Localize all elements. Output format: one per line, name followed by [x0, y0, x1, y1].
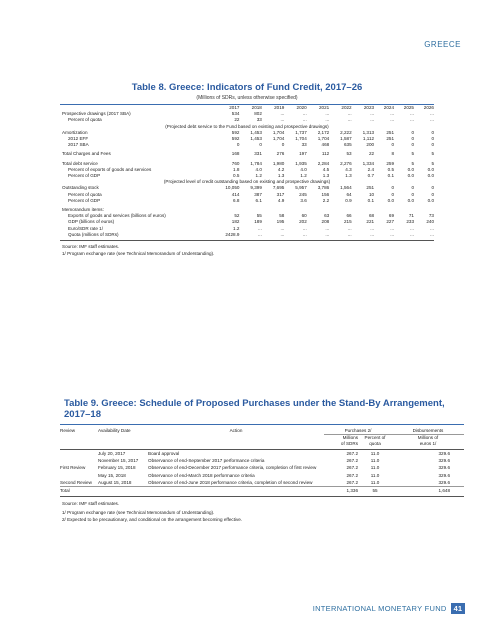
cell-value: 227	[386, 219, 395, 225]
cell-value: 4.9	[277, 197, 285, 203]
cell-value: 5	[431, 160, 434, 166]
cell-quota: 11.0	[370, 451, 380, 456]
cell-value: 0.9	[345, 197, 352, 203]
cell-value: 0	[411, 191, 414, 197]
cell-value: ...	[347, 231, 352, 237]
cell-value: 215	[343, 219, 352, 225]
table-9-footnote-2: 2/ Expected to be precautionary, and conditional on the arrangement becoming effective.	[62, 517, 243, 523]
cell-value: 64	[346, 191, 352, 197]
cell-value: 52	[234, 213, 240, 219]
table-8	[60, 82, 434, 257]
cell-value: 251	[366, 185, 375, 191]
cell-value: 22	[368, 151, 375, 157]
cell-value: 68	[368, 213, 375, 219]
cell-value: 0.5	[233, 173, 240, 179]
cell-value: 156	[321, 191, 330, 197]
cell-value: 5	[431, 151, 434, 157]
cell-value: 1.2	[300, 173, 307, 179]
cell-value: 2,276	[340, 160, 352, 166]
cell-value: 1,704	[317, 136, 330, 142]
cell-value: 0	[281, 142, 285, 148]
cell-value: 592	[231, 136, 240, 142]
cell-value: ...	[325, 231, 330, 237]
cell-value: ...	[280, 225, 285, 231]
cell-value: 2,172	[317, 129, 330, 135]
cell-value: 317	[276, 191, 285, 197]
cell-value: 0	[411, 185, 414, 191]
cell-value: 0.1	[387, 173, 395, 179]
cell-value: 0	[411, 129, 414, 135]
row-label: Percent of GDP	[68, 197, 101, 203]
cell-value: 802	[254, 111, 262, 117]
cell-eur: 329.6	[438, 472, 450, 478]
cell-value: 1.2	[255, 173, 262, 179]
cell-value: 6.8	[233, 197, 240, 203]
cell-value: 189	[254, 219, 262, 225]
table-8-subtitle: (Millions of SDRs, unless otherwise specified)	[196, 95, 298, 101]
section-note: (Projected debt service to the Fund based on existing and prospective drawings)	[165, 123, 329, 129]
cell-value: 2,222	[340, 129, 352, 135]
cell-value: 200	[366, 142, 375, 148]
cell-value: 0	[431, 185, 434, 191]
page-footer	[313, 603, 465, 614]
table-row	[60, 457, 464, 464]
cell-value: ...	[280, 231, 285, 237]
table-8-grid	[60, 105, 434, 238]
cell-value: ...	[302, 231, 307, 237]
cell-value: 1,704	[272, 136, 285, 142]
row-label: Outstanding stock	[62, 185, 99, 191]
cell-quota: 11.0	[370, 472, 380, 478]
cell-value: 0	[431, 142, 434, 148]
cell-value: ...	[390, 117, 395, 123]
cell-value: 592	[231, 129, 240, 135]
running-header-country: GREECE	[424, 40, 461, 49]
cell-value: 1.3	[345, 173, 352, 179]
row-label: Percent of GDP	[68, 173, 101, 179]
header-of-sdrs: of SDRs	[340, 441, 358, 446]
cell-value: 5	[411, 151, 414, 157]
cell-value: 208	[321, 219, 330, 225]
cell-value: 69	[388, 213, 395, 219]
cell-value: 10,050	[225, 185, 240, 191]
row-label: 2017 SBA	[68, 142, 89, 148]
cell-review	[60, 472, 98, 479]
cell-value: 1,784	[250, 160, 262, 166]
year-header: 2018	[251, 105, 262, 110]
table-row	[60, 472, 464, 479]
cell-value: 1,313	[362, 129, 375, 135]
cell-review: First Review	[60, 465, 86, 471]
cell-value: 1.2	[233, 225, 240, 231]
cell-value: 0	[391, 185, 395, 191]
year-header: 2022	[341, 105, 352, 110]
cell-value: 71	[408, 213, 414, 219]
cell-value: 55	[256, 213, 262, 219]
cell-value: 0.0	[407, 166, 414, 172]
cell-value: 22	[234, 117, 240, 123]
header-millions-sdr: Millions	[342, 435, 358, 440]
cell-value: 331	[254, 151, 262, 157]
cell-value: ...	[258, 225, 262, 231]
total-quota: 55	[372, 488, 378, 494]
cell-value: 1.3	[322, 173, 330, 179]
table-row	[60, 464, 464, 471]
cell-value: ...	[430, 225, 434, 231]
cell-value: 2428.9	[225, 231, 240, 237]
table-row	[60, 232, 434, 238]
cell-value: 1,587	[340, 136, 352, 142]
cell-value: 387	[254, 191, 262, 197]
header-quota: quota	[369, 441, 381, 446]
cell-value: 58	[279, 213, 285, 219]
cell-date: November 15, 2017	[98, 458, 139, 464]
cell-value: 53	[346, 151, 352, 157]
cell-action: Observance of end-March 2018 performance criteria	[148, 472, 255, 478]
cell-action: Observance of end-September 2017 performance criteria	[148, 458, 265, 464]
cell-value: 1.3	[277, 173, 285, 179]
cell-value: ...	[302, 111, 307, 117]
year-header: 2021	[318, 105, 330, 110]
cell-value: 1,737	[295, 129, 307, 135]
cell-value: ...	[370, 231, 375, 237]
header-percent-quota: Percent of	[364, 435, 386, 440]
row-label: Percent of quota	[68, 117, 102, 123]
cell-value: 1,980	[272, 160, 285, 166]
cell-value: 251	[386, 136, 395, 142]
cell-value: ...	[430, 111, 434, 117]
cell-value: 414	[231, 191, 240, 197]
cell-value: 0.0	[427, 173, 434, 179]
cell-value: 1,112	[362, 136, 375, 142]
cell-sdr: 267.2	[346, 458, 358, 464]
header-availability-date: Availability Date	[98, 428, 131, 433]
cell-value: ...	[302, 117, 307, 123]
header-action: Action	[229, 428, 243, 433]
cell-value: ...	[347, 117, 352, 123]
cell-value: 468	[321, 142, 330, 148]
cell-value: 66	[346, 213, 352, 219]
cell-value: ...	[410, 225, 414, 231]
cell-value: 2.2	[322, 197, 330, 203]
cell-value: 0.0	[407, 197, 414, 203]
cell-value: 7,695	[272, 185, 285, 191]
row-label: Prospective drawings (2017 SBA)	[62, 111, 131, 117]
cell-action: Observance of end-December 2017 performance criteria, completion of first review	[148, 465, 317, 471]
row-label: Exports of goods and services (billions of euros)	[68, 213, 166, 219]
cell-value: 5,957	[295, 185, 307, 191]
table-8-source: Source: IMF staff estimates.	[62, 244, 120, 250]
cell-quota: 11.0	[370, 465, 380, 471]
cell-value: 0	[259, 142, 262, 148]
year-header: 2025	[403, 105, 414, 110]
section-note: (Projected level of credit outstanding based on existing and prospective drawings)	[163, 179, 331, 185]
cell-value: 182	[231, 219, 240, 225]
cell-date: August 15, 2018	[98, 479, 132, 485]
cell-value: 1,704	[272, 129, 285, 135]
cell-value: 33	[256, 117, 262, 123]
row-label: Total debt service	[62, 160, 98, 166]
cell-sdr: 267.2	[346, 479, 358, 485]
header-review: Review	[60, 428, 76, 433]
header-millions-euros: Millions of	[417, 435, 439, 440]
cell-quota: 11.0	[370, 479, 380, 485]
cell-value: 1,935	[295, 160, 307, 166]
total-eur: 1,648	[438, 488, 450, 494]
table-9-total-row	[60, 487, 464, 494]
cell-value: ...	[325, 225, 330, 231]
header-disbursements: Disbursements	[412, 428, 444, 433]
cell-value: 0.0	[427, 197, 434, 203]
cell-value: 8	[391, 151, 395, 157]
cell-value: 168	[231, 151, 240, 157]
cell-value: 1,564	[340, 185, 352, 191]
cell-value: 2.4	[367, 166, 375, 172]
row-label: GDP (billions of euros)	[68, 219, 115, 225]
cell-value: 251	[386, 129, 395, 135]
cell-value: 221	[366, 219, 375, 225]
cell-review: Second Review	[60, 479, 92, 485]
cell-value: 0	[236, 142, 240, 148]
row-label: Quota (millions of SDRs)	[68, 231, 119, 237]
cell-value: 4.0	[300, 166, 307, 172]
cell-value: 3,786	[317, 185, 330, 191]
cell-value: 1.8	[233, 166, 240, 172]
table-row	[60, 479, 464, 486]
cell-eur: 329.6	[438, 451, 450, 456]
cell-value: ...	[280, 111, 285, 117]
cell-value: 60	[301, 213, 307, 219]
cell-value: 245	[299, 191, 307, 197]
cell-value: 635	[343, 142, 352, 148]
table-9	[60, 398, 464, 523]
cell-value: ...	[370, 111, 375, 117]
cell-value: ...	[390, 231, 395, 237]
row-label: Euro/SDR rate 1/	[68, 225, 103, 231]
cell-value: ...	[347, 225, 352, 231]
cell-value: ...	[430, 117, 434, 123]
cell-value: ...	[370, 117, 375, 123]
cell-sdr: 267.2	[346, 472, 358, 478]
table-8-title: Table 8. Greece: Indicators of Fund Credit, 2017–26	[131, 82, 363, 93]
year-header: 2019	[274, 105, 285, 110]
cell-value: 73	[428, 213, 434, 219]
cell-sdr: 267.2	[346, 465, 358, 471]
cell-value: 760	[231, 160, 240, 166]
cell-value: 2,284	[317, 160, 330, 166]
row-label: 2012 EFF	[68, 136, 89, 142]
table-9-title: Table 9. Greece: Schedule of Proposed Purchases under the Stand-By Arrangement, 2017–18	[64, 398, 445, 420]
cell-value: 1,334	[362, 160, 375, 166]
table-8-body	[60, 111, 434, 238]
cell-value: 1,704	[295, 136, 307, 142]
cell-quota: 11.0	[370, 458, 380, 464]
year-header: 2026	[423, 105, 434, 110]
row-label: Percent of quota	[68, 191, 102, 197]
cell-value: 63	[324, 213, 330, 219]
cell-value: 6.1	[255, 197, 262, 203]
page-number: 41	[451, 603, 465, 614]
cell-value: 197	[299, 151, 307, 157]
cell-value: 233	[406, 219, 414, 225]
cell-value: 0.0	[407, 173, 414, 179]
cell-value: ...	[258, 231, 262, 237]
cell-value: 33	[301, 142, 307, 148]
cell-value: ...	[370, 225, 375, 231]
year-header: 2017	[229, 105, 240, 110]
cell-value: 112	[321, 151, 330, 157]
cell-value: ...	[325, 117, 330, 123]
total-sdr: 1,336	[346, 488, 358, 494]
cell-value: 0.5	[387, 166, 395, 172]
cell-value: 5	[411, 160, 414, 166]
cell-date: February 15, 2018	[98, 465, 136, 471]
cell-value: ...	[410, 231, 414, 237]
cell-review	[60, 457, 98, 464]
cell-value: 0	[411, 136, 414, 142]
cell-value: ...	[410, 117, 414, 123]
cell-value: 3.6	[300, 197, 307, 203]
table-8-footnote: 1/ Program exchange rate (see Technical Memorandum of Understanding).	[62, 251, 215, 257]
cell-value: 195	[276, 219, 285, 225]
cell-value: 1,453	[250, 129, 262, 135]
cell-eur: 329.6	[438, 458, 450, 464]
cell-value: ...	[410, 111, 414, 117]
table-9-source: Source: IMF staff estimates.	[62, 501, 120, 507]
row-label: Amortization	[62, 129, 88, 135]
cell-value: 4.5	[322, 166, 330, 172]
cell-value: 259	[386, 160, 395, 166]
cell-value: 0	[431, 129, 434, 135]
cell-value: 202	[299, 219, 307, 225]
row-label: Total Charges and Fees	[62, 151, 111, 157]
cell-value: 0	[411, 142, 414, 148]
cell-value: 276	[276, 151, 285, 157]
cell-value: ...	[430, 231, 434, 237]
header-purchases: Purchases 2/	[344, 428, 372, 433]
cell-value: 0.7	[367, 173, 375, 179]
cell-date: July 20, 2017	[98, 451, 126, 456]
cell-eur: 329.6	[438, 465, 450, 471]
table-9-body	[60, 450, 464, 486]
year-header: 2020	[296, 105, 307, 110]
cell-value: 0	[431, 136, 434, 142]
cell-value: 0.0	[427, 166, 434, 172]
row-label: Memorandum items:	[62, 207, 104, 213]
cell-value: 4.0	[255, 166, 262, 172]
cell-value: 0.1	[367, 197, 375, 203]
cell-value: 4.2	[277, 166, 285, 172]
cell-value: 0	[391, 142, 395, 148]
cell-value: 10	[368, 191, 375, 197]
year-header: 2024	[383, 105, 395, 110]
total-label: Total	[60, 488, 70, 494]
cell-value: ...	[302, 225, 307, 231]
cell-action: Observance of end-June 2018 performance criteria, completion of second review	[148, 479, 313, 485]
year-header: 2023	[363, 105, 375, 110]
cell-value: 9,399	[250, 185, 262, 191]
cell-value: 0	[391, 191, 395, 197]
cell-value: 534	[231, 111, 240, 117]
cell-value: ...	[280, 117, 285, 123]
cell-value: 0.0	[387, 197, 395, 203]
cell-sdr: 267.2	[346, 451, 358, 456]
header-euros-1: euros 1/	[419, 441, 437, 446]
row-label: Percent of exports of goods and services	[68, 166, 152, 172]
cell-value: 0	[431, 191, 434, 197]
cell-value: ...	[390, 225, 395, 231]
cell-value: 1,453	[250, 136, 262, 142]
table-9-footnote-1: 1/ Program exchange rate (see Technical Memorandum of Understanding).	[62, 510, 215, 516]
table-9-grid	[60, 428, 464, 494]
cell-eur: 329.6	[438, 479, 450, 485]
cell-value: ...	[347, 111, 352, 117]
cell-action: Board approval	[148, 451, 180, 456]
table-row	[60, 450, 464, 457]
cell-value: ...	[325, 111, 330, 117]
footer-publisher: INTERNATIONAL MONETARY FUND	[312, 604, 447, 613]
cell-value: 240	[426, 219, 434, 225]
cell-date: May 15, 2018	[98, 472, 126, 478]
cell-review	[60, 450, 98, 457]
cell-value: 4.3	[345, 166, 352, 172]
cell-value: ...	[390, 111, 395, 117]
